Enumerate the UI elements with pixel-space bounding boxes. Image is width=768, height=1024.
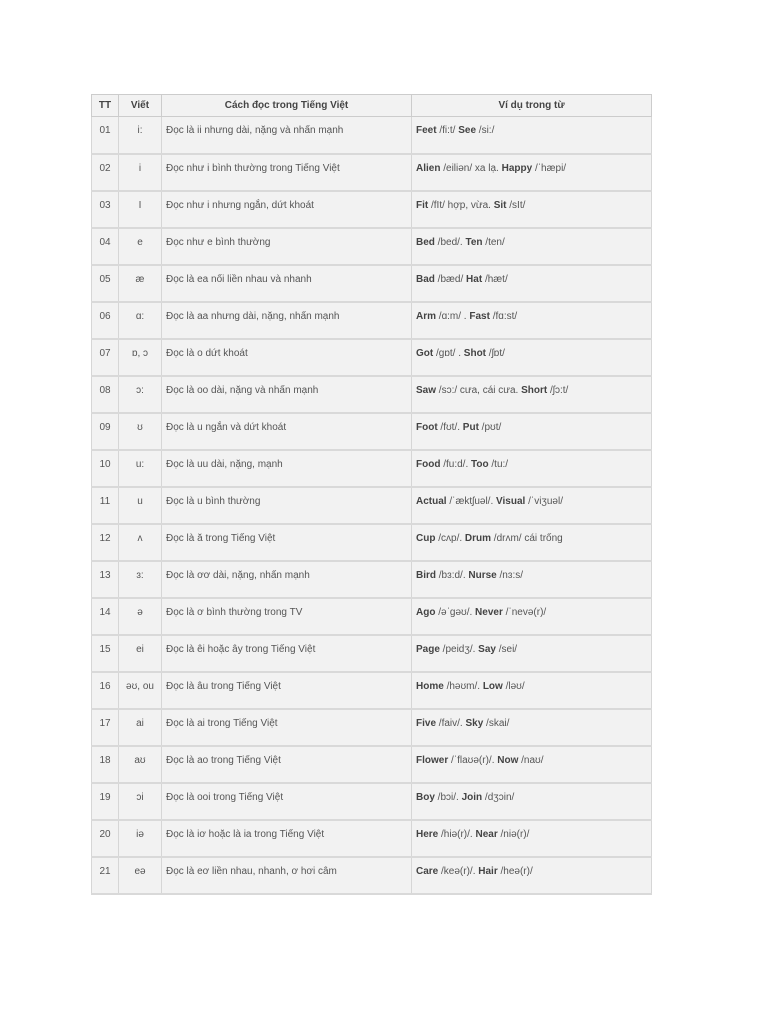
example-ipa: /skai/ [483, 717, 510, 729]
pronunciation-guide: Đọc là êi hoặc ây trong Tiếng Việt [162, 635, 412, 672]
example-words [412, 154, 652, 191]
example-words [412, 376, 652, 413]
example-ipa: /bɜ:d/. [436, 569, 469, 581]
example-word: Bad [416, 273, 435, 285]
example-word: Near [475, 828, 498, 840]
example-ipa: /si:/ [476, 125, 495, 136]
example-ipa: /heə(r)/ [497, 865, 533, 877]
example-ipa: /peidʒ/. [439, 643, 479, 655]
table-row [92, 450, 652, 487]
example-word: Got [416, 347, 434, 359]
example-word: Care [416, 865, 439, 877]
pronunciation-guide: Đọc là ooi trong Tiếng Việt [162, 783, 412, 820]
example-ipa: /hiə(r)/. [438, 828, 476, 840]
row-number: 14 [92, 598, 119, 635]
example-word: Ten [465, 236, 483, 248]
example-ipa: /sɔ:/ cưa, cái cưa. [436, 384, 522, 396]
table-row [92, 339, 652, 376]
example-words [412, 672, 652, 709]
example-word: Boy [416, 791, 435, 803]
pronunciation-guide: Đọc là ai trong Tiếng Việt [162, 709, 412, 746]
row-number: 02 [92, 154, 119, 191]
pronunciation-guide: Đọc là iơ hoặc là ia trong Tiếng Việt [162, 820, 412, 857]
example-word: Feet [416, 125, 437, 136]
phonetics-table [91, 94, 652, 895]
phonetic-symbol: ɔi [119, 783, 162, 820]
example-ipa: /fi:t/ [436, 125, 459, 136]
row-number: 19 [92, 783, 119, 820]
header-viet: Viết [119, 95, 162, 117]
table-row [92, 376, 652, 413]
row-number: 18 [92, 746, 119, 783]
row-number: 15 [92, 635, 119, 672]
example-words [412, 561, 652, 598]
row-number: 16 [92, 672, 119, 709]
phonetic-symbol: eə [119, 857, 162, 894]
phonetic-symbol: ai [119, 709, 162, 746]
example-ipa: /faiv/. [436, 717, 466, 729]
example-word: Fit [416, 199, 429, 211]
example-word: See [458, 125, 477, 136]
example-ipa: /əˈgəʊ/. [435, 606, 476, 618]
example-words [412, 339, 652, 376]
phonetic-symbol: aʊ [119, 746, 162, 783]
example-words [412, 746, 652, 783]
example-words [412, 635, 652, 672]
pronunciation-guide: Đọc là ơ bình thường trong TV [162, 598, 412, 635]
phonetic-symbol: ʌ [119, 524, 162, 561]
phonetic-symbol: I [119, 191, 162, 228]
pronunciation-guide: Đọc như i nhưng ngắn, dứt khoát [162, 191, 412, 228]
example-ipa: /ˈviʒuəl/ [525, 495, 563, 507]
pronunciation-guide: Đọc là ơơ dài, nặng, nhấn mạnh [162, 561, 412, 598]
header-vi-du: Ví dụ trong từ [412, 95, 652, 117]
example-ipa: /keə(r)/. [438, 865, 479, 877]
example-ipa: /ˈæktʃuəl/. [446, 495, 497, 507]
example-ipa: /niə(r)/ [497, 828, 530, 840]
example-word: Flower [416, 754, 449, 766]
example-ipa: /sei/ [495, 643, 518, 655]
table-row [92, 635, 652, 672]
example-word: Say [478, 643, 496, 655]
example-word: Too [471, 458, 489, 470]
example-words [412, 265, 652, 302]
table-row [92, 117, 652, 154]
example-word: Put [462, 421, 479, 433]
example-ipa: /sIt/ [506, 199, 526, 211]
example-words [412, 524, 652, 561]
example-word: Hat [466, 273, 483, 285]
row-number: 08 [92, 376, 119, 413]
example-ipa: /fʊt/. [437, 421, 463, 433]
example-word: Foot [416, 421, 438, 433]
pronunciation-guide: Đọc là ii nhưng dài, nặng và nhấn mạnh [162, 117, 412, 154]
example-word: Saw [416, 384, 437, 396]
phonetic-symbol: iə [119, 820, 162, 857]
example-ipa: /drʌm/ cái trống [491, 532, 563, 544]
example-words [412, 487, 652, 524]
table-row [92, 672, 652, 709]
example-word: Happy [501, 162, 533, 174]
example-ipa: /bed/. [434, 236, 466, 248]
example-ipa: /fu:d/. [440, 458, 472, 470]
table-row [92, 154, 652, 191]
example-word: Alien [416, 162, 441, 174]
example-words [412, 450, 652, 487]
row-number: 09 [92, 413, 119, 450]
table-row [92, 265, 652, 302]
phonetic-symbol: ei [119, 635, 162, 672]
example-words [412, 413, 652, 450]
example-ipa: /eiliən/ xa lạ. [440, 162, 502, 174]
pronunciation-guide: Đọc là ea nối liền nhau và nhanh [162, 265, 412, 302]
example-ipa: /gɒt/ . [433, 347, 464, 359]
example-word: Hair [478, 865, 498, 877]
example-words [412, 117, 652, 154]
example-ipa: /fɑ:st/ [489, 310, 518, 322]
row-number: 12 [92, 524, 119, 561]
row-number: 10 [92, 450, 119, 487]
row-number: 06 [92, 302, 119, 339]
example-ipa: /ˈflaʊə(r)/. [448, 754, 498, 766]
example-ipa: /ʃɔ:t/ [547, 384, 569, 396]
table-row [92, 487, 652, 524]
example-word: Cup [416, 532, 436, 544]
example-word: Low [482, 680, 503, 692]
example-word: Nurse [468, 569, 497, 581]
pronunciation-guide: Đọc là ao trong Tiếng Việt [162, 746, 412, 783]
phonetic-symbol: ə [119, 598, 162, 635]
example-ipa: /fIt/ hợp, vừa. [428, 199, 494, 211]
example-word: Sit [493, 199, 507, 211]
table-row [92, 820, 652, 857]
example-ipa: /cʌp/. [435, 532, 465, 544]
pronunciation-guide: Đọc như e bình thường [162, 228, 412, 265]
phonetics-table-container [91, 94, 651, 895]
example-ipa: /pʊt/ [478, 421, 502, 433]
example-word: Bed [416, 236, 435, 248]
example-ipa: /ʃɒt/ [486, 347, 505, 359]
pronunciation-guide: Đọc là âu trong Tiếng Việt [162, 672, 412, 709]
example-word: Drum [464, 532, 492, 544]
example-words [412, 598, 652, 635]
phonetic-symbol: u [119, 487, 162, 524]
phonetic-symbol: u: [119, 450, 162, 487]
pronunciation-guide: Đọc là eơ liền nhau, nhanh, ơ hơi câm [162, 857, 412, 894]
table-row [92, 413, 652, 450]
example-ipa: /bɔi/. [434, 791, 462, 803]
row-number: 13 [92, 561, 119, 598]
example-words [412, 709, 652, 746]
table-row [92, 709, 652, 746]
example-ipa: /bæd/ [434, 273, 467, 285]
row-number: 07 [92, 339, 119, 376]
example-word: Fast [469, 310, 490, 322]
example-words [412, 302, 652, 339]
phonetic-symbol: e [119, 228, 162, 265]
example-words [412, 820, 652, 857]
row-number: 17 [92, 709, 119, 746]
phonetic-symbol: ʊ [119, 413, 162, 450]
example-ipa: /ɑ:m/ . [436, 310, 470, 322]
table-row [92, 561, 652, 598]
table-row [92, 857, 652, 894]
table-body [92, 117, 652, 894]
pronunciation-guide: Đọc là u ngắn và dứt khoát [162, 413, 412, 450]
phonetic-symbol: ɑ: [119, 302, 162, 339]
row-number: 03 [92, 191, 119, 228]
phonetic-symbol: ɔ: [119, 376, 162, 413]
table-header-row [92, 95, 652, 117]
phonetic-symbol: i: [119, 117, 162, 154]
pronunciation-guide: Đọc là o dứt khoát [162, 339, 412, 376]
example-ipa: /həʊm/. [443, 680, 483, 692]
pronunciation-guide: Đọc như i bình thường trong Tiếng Việt [162, 154, 412, 191]
phonetic-symbol: əʊ, ou [119, 672, 162, 709]
table-row [92, 524, 652, 561]
example-words [412, 857, 652, 894]
table-row [92, 598, 652, 635]
table-row [92, 191, 652, 228]
table-row [92, 783, 652, 820]
example-word: Five [416, 717, 437, 729]
example-ipa: /nɜ:s/ [496, 569, 524, 581]
row-number: 04 [92, 228, 119, 265]
phonetic-symbol: ɒ, ɔ [119, 339, 162, 376]
row-number: 05 [92, 265, 119, 302]
example-ipa: /ˈnevə(r)/ [502, 606, 547, 618]
phonetic-symbol: ɜ: [119, 561, 162, 598]
example-words [412, 783, 652, 820]
header-cach-doc: Cách đọc trong Tiếng Việt [162, 95, 412, 117]
row-number: 20 [92, 820, 119, 857]
example-word: Food [416, 458, 441, 470]
example-word: Actual [416, 495, 447, 507]
pronunciation-guide: Đọc là aa nhưng dài, nặng, nhấn mạnh [162, 302, 412, 339]
table-row [92, 746, 652, 783]
example-words [412, 191, 652, 228]
example-words [412, 228, 652, 265]
phonetic-symbol: æ [119, 265, 162, 302]
example-word: Visual [496, 495, 526, 507]
example-ipa: /ten/ [482, 236, 505, 248]
example-word: Bird [416, 569, 436, 581]
example-word: Never [475, 606, 503, 618]
example-word: Here [416, 828, 439, 840]
pronunciation-guide: Đọc là u bình thường [162, 487, 412, 524]
example-ipa: /ˈhæpi/ [532, 162, 567, 174]
example-word: Shot [463, 347, 487, 359]
example-ipa: /ləʊ/ [502, 680, 525, 692]
example-ipa: /naʊ/ [518, 754, 544, 766]
example-ipa: /dʒɔin/ [482, 791, 515, 803]
header-tt: TT [92, 95, 119, 117]
example-word: Arm [416, 310, 437, 322]
row-number: 01 [92, 117, 119, 154]
example-ipa: /tu:/ [488, 458, 509, 470]
row-number: 21 [92, 857, 119, 894]
example-word: Join [461, 791, 483, 803]
table-row [92, 302, 652, 339]
example-word: Home [416, 680, 444, 692]
row-number: 11 [92, 487, 119, 524]
example-word: Ago [416, 606, 436, 618]
pronunciation-guide: Đọc là oo dài, nặng và nhấn mạnh [162, 376, 412, 413]
pronunciation-guide: Đọc là uu dài, nặng, mạnh [162, 450, 412, 487]
example-ipa: /hæt/ [482, 273, 508, 285]
table-row [92, 228, 652, 265]
pronunciation-guide: Đọc là ă trong Tiếng Việt [162, 524, 412, 561]
phonetic-symbol: i [119, 154, 162, 191]
example-word: Sky [465, 717, 484, 729]
example-word: Now [497, 754, 519, 766]
example-word: Page [416, 643, 440, 655]
example-word: Short [521, 384, 548, 396]
